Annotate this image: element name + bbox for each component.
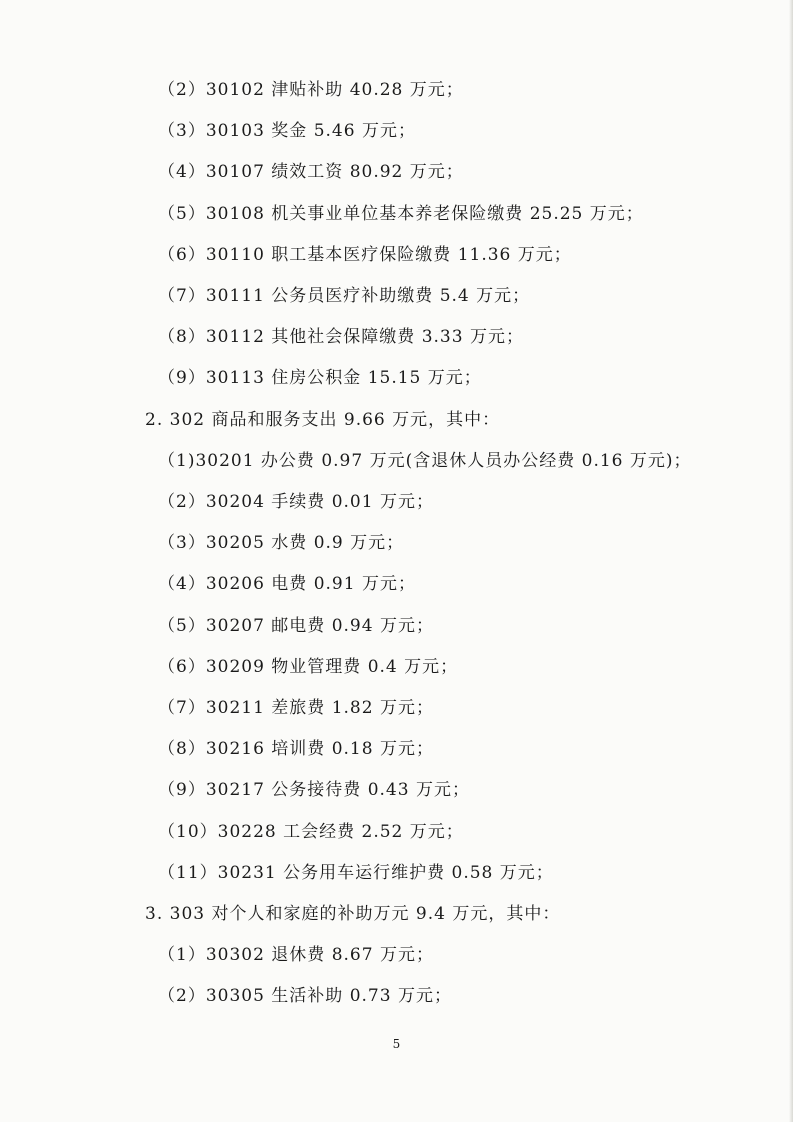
section-heading: 3. 303 对个人和家庭的补助万元 9.4 万元，其中：: [145, 904, 561, 924]
list-item: （5）30108 机关事业单位基本养老保险缴费 25.25 万元；: [158, 204, 644, 224]
list-item: （7）30111 公务员医疗补助缴费 5.4 万元；: [158, 286, 531, 306]
list-item: （4）30107 绩效工资 80.92 万元；: [158, 162, 464, 182]
list-item: （1)30201 办公费 0.97 万元(含退休人员办公经费 0.16 万元)；: [158, 451, 692, 471]
list-item: （6）30110 职工基本医疗保险缴费 11.36 万元；: [158, 245, 572, 265]
list-item: （11）30231 公务用车运行维护费 0.58 万元；: [158, 863, 554, 883]
page-number: 5: [392, 1037, 401, 1051]
list-item: （6）30209 物业管理费 0.4 万元；: [158, 657, 459, 677]
list-item: （2）30305 生活补助 0.73 万元；: [158, 986, 452, 1006]
list-item: （10）30228 工会经费 2.52 万元；: [158, 822, 464, 842]
list-item: （2）30204 手续费 0.01 万元；: [158, 492, 434, 512]
scan-edge: [789, 0, 793, 1122]
list-item: （9）30217 公务接待费 0.43 万元；: [158, 780, 470, 800]
list-item: （9）30113 住房公积金 15.15 万元；: [158, 368, 482, 388]
list-item: （1）30302 退休费 8.67 万元；: [158, 945, 434, 965]
list-item: （2）30102 津贴补助 40.28 万元；: [158, 80, 464, 100]
section-heading: 2. 302 商品和服务支出 9.66 万元，其中：: [145, 410, 501, 430]
list-item: （3）30205 水费 0.9 万元；: [158, 533, 405, 553]
list-item: （8）30112 其他社会保障缴费 3.33 万元；: [158, 327, 524, 347]
list-item: （8）30216 培训费 0.18 万元；: [158, 739, 434, 759]
list-item: （5）30207 邮电费 0.94 万元；: [158, 616, 434, 636]
list-item: （7）30211 差旅费 1.82 万元；: [158, 698, 434, 718]
list-item: （4）30206 电费 0.91 万元；: [158, 574, 416, 594]
list-item: （3）30103 奖金 5.46 万元；: [158, 121, 416, 141]
